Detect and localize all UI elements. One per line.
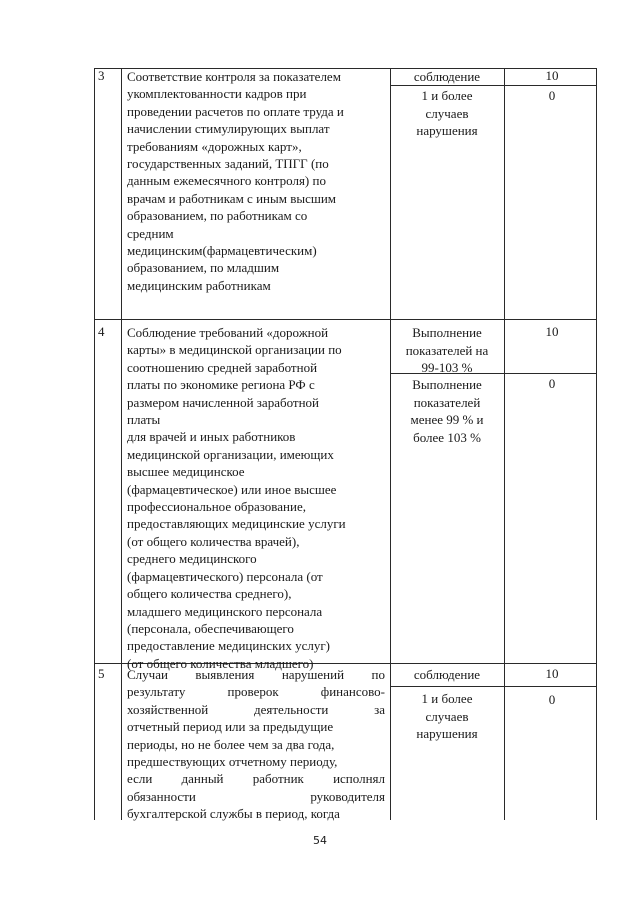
criterion-score: 10 bbox=[545, 666, 559, 681]
criterion-condition: Выполнение показателей менее 99 % и более 103 % bbox=[410, 377, 484, 445]
criterion-condition: 1 и более случаев нарушения bbox=[416, 88, 478, 138]
border-left bbox=[94, 68, 95, 820]
criterion-score: 0 bbox=[548, 376, 556, 391]
row-description: Случаи выявления нарушений по результату проверок финансово- хозяйственной деятельности за отчетный период или за предыдущие периоды, но не более чем за два года, предшествующих отчетному периоду, если данный работник исполнял обязанности руководителя бухгалтерской службы в период, когда bbox=[127, 667, 385, 822]
criterion-score: 0 bbox=[548, 692, 556, 707]
criterion-condition: 1 и более случаев нарушения bbox=[416, 691, 478, 741]
row-number: 5 bbox=[98, 666, 105, 681]
criterion-score: 0 bbox=[548, 88, 556, 103]
border-row5-criteria bbox=[390, 686, 597, 687]
page-number: 54 bbox=[313, 834, 327, 847]
criterion-condition: соблюдение bbox=[413, 69, 481, 84]
border-condition-col bbox=[504, 68, 505, 820]
criterion-condition: Выполнение показателей на 99-103 % bbox=[405, 325, 489, 375]
row-description: Соответствие контроля за показателем укомплектованности кадров при проведении расчетов по оплате труда и начислении стимулирующих выплат требованиям «дорожных карт», государственных заданий, ТПГГ (по данным ежемесячного контроля) по врачам и работникам с иным высшим образованием, по работникам со средним медицинским(фармацевтическим) образованием, по младшим медицинским работникам bbox=[127, 69, 344, 293]
row-description: Соблюдение требований «дорожной карты» в медицинской организации по соотношению средней заработной платы по экономике региона РФ с размером начисленной заработной платы для врачей и иных работников медицинской организации, имеющих высшее медицинское (фармацевтическое) или иное высшее профессиональное образование, предоставляющих медицинские услуги (от общего количества врачей), среднего медицинского (фармацевтического) персонала (от общего количества среднего), младшего медицинского персонала (персонала, обеспечивающего предоставление медицинских услуг) (от общего количества младшего) bbox=[127, 325, 346, 671]
border-number-col bbox=[121, 68, 122, 820]
row-number: 4 bbox=[98, 324, 105, 339]
criterion-score: 10 bbox=[545, 68, 559, 83]
border-description-col bbox=[390, 68, 391, 820]
row-number: 3 bbox=[98, 68, 105, 83]
border-right bbox=[596, 68, 597, 820]
border-row-3-4 bbox=[94, 319, 597, 320]
criterion-score: 10 bbox=[545, 324, 559, 339]
criterion-condition: соблюдение bbox=[413, 667, 481, 682]
